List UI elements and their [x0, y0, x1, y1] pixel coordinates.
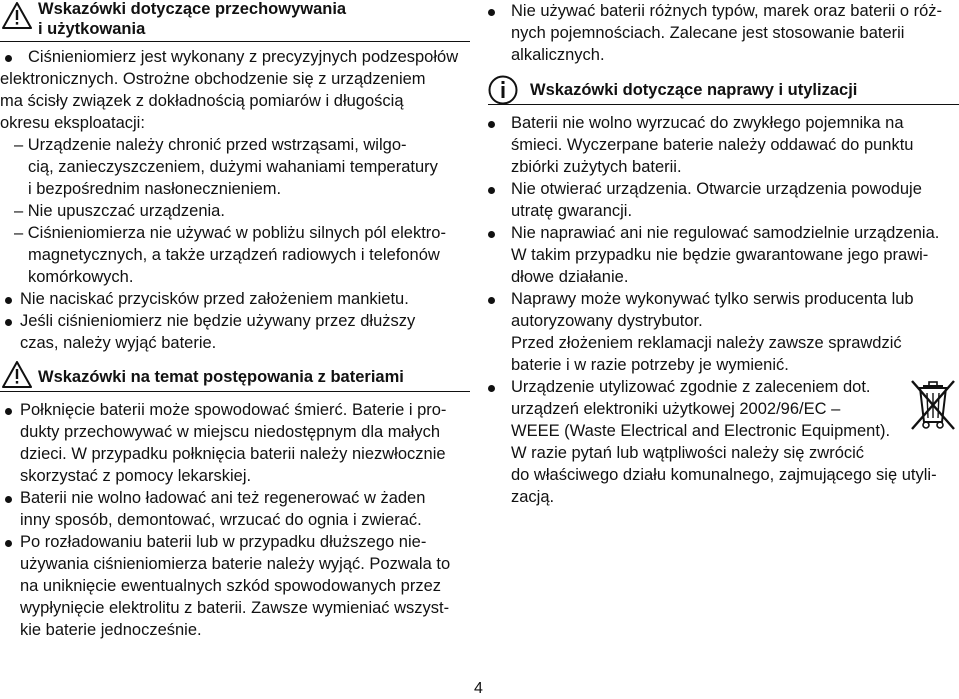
storage-heading-rule: [0, 41, 470, 42]
bullet: [5, 55, 12, 62]
text-line: – Nie upuszczać urządzenia.: [14, 202, 225, 220]
text-line: alkalicznych.: [511, 46, 605, 64]
weee-crossed-bin-icon: [909, 378, 957, 439]
bullet: [488, 187, 495, 194]
text-line: ma ścisły związek z dokładnością pomiarów i długością: [0, 92, 404, 110]
text-line: dukty przechowywać w miejscu niedostępnym dla małych: [20, 423, 441, 441]
page-number: 4: [474, 680, 483, 697]
text-line: używania ciśnieniomierza baterie należy wyjąć. Pozwala to: [20, 555, 451, 573]
text-line: okresu eksploatacji:: [0, 114, 145, 132]
text-line: urządzeń elektroniki użytkowej 2002/96/EC –: [511, 400, 841, 418]
text-line: i bezpośrednim nasłonecznieniem.: [28, 180, 282, 198]
text-line: baterie i w razie potrzeby je wymienić.: [511, 356, 789, 374]
batteries-heading-rule: [0, 391, 470, 392]
bullet: [488, 231, 495, 238]
text-line: Nie otwierać urządzenia. Otwarcie urządzenia powoduje: [511, 180, 922, 198]
text-line: Jeśli ciśnieniomierz nie będzie używany przez dłuższy: [20, 312, 416, 330]
text-line: Urządzenie utylizować zgodnie z zaleceniem dot.: [511, 378, 871, 396]
text-line: cią, zanieczyszczeniem, dużymi wahaniami temperatury: [28, 158, 438, 176]
text-line: komórkowych.: [28, 268, 134, 286]
text-line: W takim przypadku nie będzie gwarantowane jego prawi-: [511, 246, 929, 264]
bullet: [5, 408, 12, 415]
text-line: na uniknięcie ewentualnych szkód spowodowanych przez: [20, 577, 441, 595]
text-line: nych pojemnościach. Zalecane jest stosowanie baterii: [511, 24, 905, 42]
repair-heading-rule: [488, 104, 959, 105]
storage-heading-line1: Wskazówki dotyczące przechowywania: [38, 0, 347, 18]
text-line: śmieci. Wyczerpane baterie należy oddawać do punktu: [511, 136, 914, 154]
text-line: wypłynięcie elektrolitu z baterii. Zawsze wymieniać wszyst-: [20, 599, 450, 617]
text-line: zacją.: [511, 488, 555, 506]
text-line: Ciśnieniomierz jest wykonany z precyzyjnych podzespołów: [28, 48, 459, 66]
text-line: dłowe działanie.: [511, 268, 629, 286]
text-line: do właściwego działu komunalnego, zajmującego się utyli-: [511, 466, 937, 484]
text-line: – Urządzenie należy chronić przed wstrząsami, wilgo-: [14, 136, 407, 154]
text-line: W razie pytań lub wątpliwości należy się zwrócić: [511, 444, 865, 462]
storage-heading-line2: i użytkowania: [38, 20, 146, 38]
text-line: autoryzowany dystrybutor.: [511, 312, 703, 330]
bullet: [488, 121, 495, 128]
text-line: utratę gwarancji.: [511, 202, 633, 220]
text-line: inny sposób, demontować, wrzucać do ognia i zwierać.: [20, 511, 422, 529]
text-line: Nie naprawiać ani nie regulować samodzielnie urządzenia.: [511, 224, 940, 242]
text-line: czas, należy wyjąć baterie.: [20, 334, 217, 352]
text-line: – Ciśnieniomierza nie używać w pobliżu silnych pól elektro-: [14, 224, 446, 242]
text-line: Nie naciskać przycisków przed założeniem mankietu.: [20, 290, 409, 308]
bullet: [488, 9, 495, 16]
batteries-heading: Wskazówki na temat postępowania z bateriami: [38, 368, 404, 386]
bullet: [5, 540, 12, 547]
bullet: [5, 319, 12, 326]
text-line: Naprawy może wykonywać tylko serwis producenta lub: [511, 290, 914, 308]
bullet: [5, 297, 12, 304]
text-line: Po rozładowaniu baterii lub w przypadku dłuższego nie-: [20, 533, 427, 551]
text-line: skorzystać z pomocy lekarskiej.: [20, 467, 252, 485]
text-line: zbiórki zużytych baterii.: [511, 158, 682, 176]
text-line: Baterii nie wolno wyrzucać do zwykłego pojemnika na: [511, 114, 904, 132]
warning-triangle-icon: [2, 2, 32, 34]
text-line: Połknięcie baterii może spowodować śmierć. Baterie i pro-: [20, 401, 447, 419]
bullet: [5, 496, 12, 503]
text-line: Baterii nie wolno ładować ani też regenerować w żaden: [20, 489, 426, 507]
text-line: magnetycznych, a także urządzeń radiowych i telefonów: [28, 246, 440, 264]
text-line: Przed złożeniem reklamacji należy zawsze sprawdzić: [511, 334, 902, 352]
bullet: [488, 385, 495, 392]
bullet: [488, 297, 495, 304]
warning-triangle-icon: [2, 361, 32, 393]
text-line: elektronicznych. Ostrożne obchodzenie się z urządzeniem: [0, 70, 426, 88]
text-line: dzieci. W przypadku połknięcia baterii należy niezwłocznie: [20, 445, 446, 463]
repair-heading: Wskazówki dotyczące naprawy i utylizacji: [530, 81, 858, 99]
text-line: kie baterie jednocześnie.: [20, 621, 202, 639]
text-line: Nie używać baterii różnych typów, marek oraz baterii o róż-: [511, 2, 942, 20]
text-line: WEEE (Waste Electrical and Electronic Equipment).: [511, 422, 891, 440]
